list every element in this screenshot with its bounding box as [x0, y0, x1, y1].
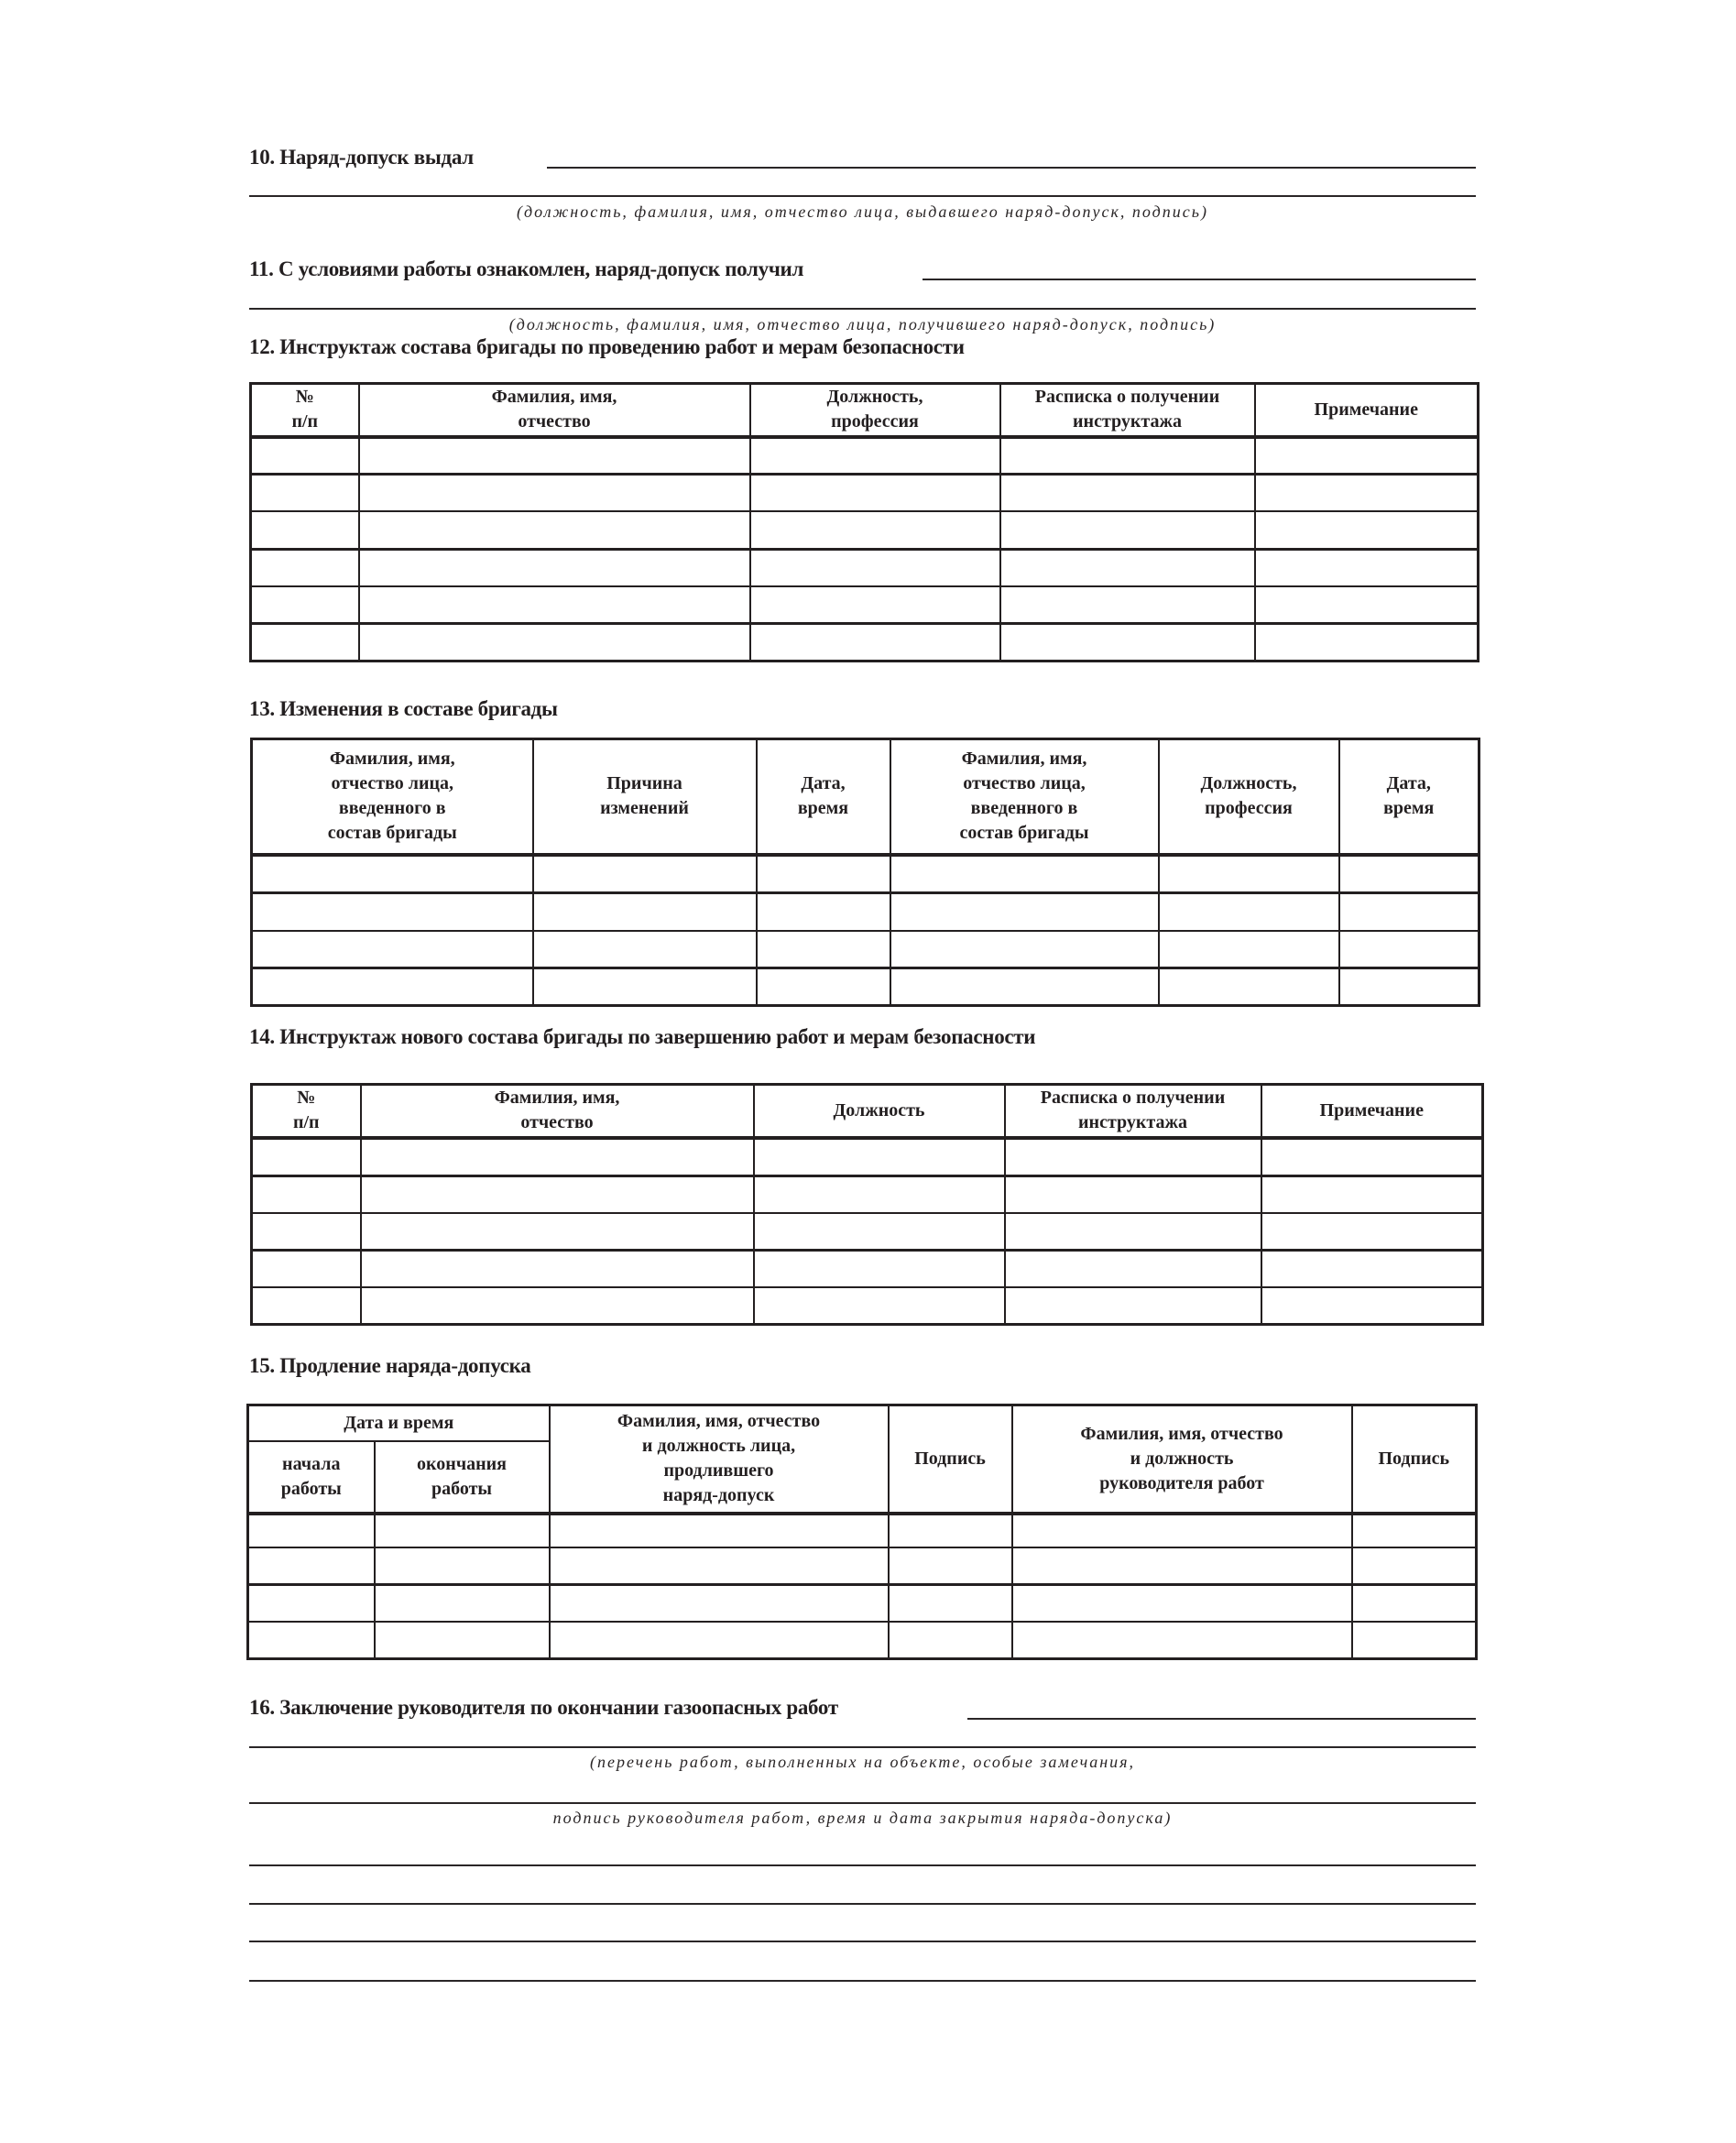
table-cell[interactable] [361, 1138, 754, 1176]
table-cell[interactable] [1000, 475, 1255, 511]
table-cell[interactable] [1339, 855, 1479, 893]
header-text-line: Дата, [1386, 773, 1431, 794]
table-cell[interactable] [889, 1622, 1012, 1659]
table-cell[interactable] [1000, 511, 1255, 550]
column-header [252, 1085, 361, 1138]
table-cell[interactable] [889, 1547, 1012, 1585]
column-header [361, 1085, 754, 1138]
table-cell[interactable] [533, 931, 757, 968]
header-signature-1 [889, 1405, 1012, 1514]
header-text-line: Фамилия, имя, отчество [1080, 1423, 1283, 1444]
section-16-input-line-2[interactable] [249, 1746, 1476, 1748]
table-cell[interactable] [1159, 931, 1339, 968]
table-row [252, 931, 1479, 968]
header-text-line: Фамилия, имя, [491, 387, 617, 408]
table-cell[interactable] [1261, 1176, 1483, 1213]
header-text-line: Примечание [1319, 1099, 1424, 1121]
column-header [1255, 384, 1479, 437]
table-cell[interactable] [1352, 1585, 1477, 1622]
section-11-input-line[interactable] [923, 279, 1476, 280]
header-text-line: Должность [833, 1099, 925, 1121]
column-header [359, 384, 750, 437]
table-row [251, 586, 1479, 624]
header-extender-name [550, 1405, 889, 1514]
section-16-input-line-3[interactable] [249, 1802, 1476, 1804]
table-cell[interactable] [252, 1213, 361, 1251]
header-text-line: отчество [520, 1112, 594, 1133]
table-cell[interactable] [550, 1514, 889, 1547]
table-cell[interactable] [757, 931, 890, 968]
table-cell[interactable] [252, 1176, 361, 1213]
table-cell[interactable] [248, 1585, 375, 1622]
table-cell[interactable] [1000, 586, 1255, 624]
table-cell[interactable] [375, 1514, 550, 1547]
header-text-line: Фамилия, имя, [494, 1088, 620, 1109]
section-16-input-line-5[interactable] [249, 1903, 1476, 1905]
header-start-work [248, 1441, 375, 1514]
header-text-line: инструктажа [1078, 1112, 1187, 1133]
table-cell[interactable] [252, 855, 533, 893]
header-text-line: введенного в [970, 798, 1078, 819]
table-row [252, 1287, 1483, 1325]
table-row [251, 475, 1479, 511]
table-cell[interactable] [754, 1176, 1005, 1213]
table-cell[interactable] [251, 550, 359, 586]
header-text-line: состав бригады [327, 823, 457, 844]
table-cell[interactable] [359, 586, 750, 624]
header-text-line: Подпись [914, 1448, 986, 1469]
column-header [757, 739, 890, 855]
table-cell[interactable] [890, 968, 1159, 1006]
table-row [252, 1138, 1483, 1176]
header-text-line: Фамилия, имя, отчество [617, 1411, 821, 1432]
header-text-line: Расписка о получении [1040, 1088, 1226, 1109]
table-cell[interactable] [361, 1251, 754, 1287]
table-row [252, 1251, 1483, 1287]
header-text-line: работы [280, 1478, 342, 1499]
table-cell[interactable] [251, 475, 359, 511]
table-cell[interactable] [1005, 1251, 1261, 1287]
section-16-input-line-7[interactable] [249, 1980, 1476, 1982]
header-text-line: отчество [518, 411, 591, 432]
header-supervisor-name [1012, 1405, 1352, 1514]
table-cell[interactable] [889, 1514, 1012, 1547]
header-text-line: Фамилия, имя, [329, 749, 455, 770]
section-12-label: 12. Инструктаж состава бригады по проведению работ и мерам безопасности [249, 335, 965, 358]
section-14-label: 14. Инструктаж нового состава бригады по завершению работ и мерам безопасности [249, 1025, 1036, 1048]
table-cell[interactable] [550, 1585, 889, 1622]
extension-table [246, 1404, 1478, 1660]
header-text-line: отчество лица, [331, 773, 454, 794]
header-text-line: Примечание [1314, 399, 1418, 420]
section-13-label: 13. Изменения в составе бригады [249, 697, 558, 720]
table-cell[interactable] [361, 1213, 754, 1251]
table-cell[interactable] [757, 855, 890, 893]
header-text-line: состав бригады [959, 823, 1089, 844]
table-row [251, 511, 1479, 550]
header-text-line: и должность [1130, 1448, 1234, 1469]
new-brigade-briefing-table [250, 1083, 1484, 1326]
table-cell[interactable] [251, 511, 359, 550]
header-text-line: отчество лица, [963, 773, 1086, 794]
header-end-work [375, 1441, 550, 1514]
section-16-input-line-4[interactable] [249, 1864, 1476, 1866]
header-text-line: изменений [600, 798, 689, 819]
header-text-line: № [295, 387, 314, 408]
table-cell[interactable] [1255, 511, 1479, 550]
table-cell[interactable] [1255, 475, 1479, 511]
section-16-label: 16. Заключение руководителя по окончании газоопасных работ [249, 1696, 838, 1719]
table-cell[interactable] [1339, 968, 1479, 1006]
table-cell[interactable] [1012, 1514, 1352, 1547]
table-cell[interactable] [1012, 1547, 1352, 1585]
table-row [252, 1213, 1483, 1251]
header-text-line: Фамилия, имя, [961, 749, 1087, 770]
table-row [248, 1622, 1477, 1659]
table-cell[interactable] [1339, 931, 1479, 968]
section-16-input-line-6[interactable] [249, 1941, 1476, 1942]
table-cell[interactable] [1005, 1176, 1261, 1213]
table-cell[interactable] [754, 1251, 1005, 1287]
table-cell[interactable] [750, 511, 1000, 550]
brigade-changes-table [250, 738, 1480, 1007]
table-cell[interactable] [1255, 437, 1479, 475]
section-16-caption-1: (перечень работ, выполненных на объекте, особые замечания, [589, 1753, 1136, 1771]
table-row [248, 1585, 1477, 1622]
header-text-line: начала [282, 1453, 341, 1474]
table-cell[interactable] [1261, 1138, 1483, 1176]
table-cell[interactable] [1255, 586, 1479, 624]
section-16-input-line[interactable] [967, 1718, 1476, 1720]
table-cell[interactable] [550, 1547, 889, 1585]
table-cell[interactable] [375, 1547, 550, 1585]
table-row [252, 855, 1479, 893]
table-cell[interactable] [754, 1287, 1005, 1325]
section-10-label: 10. Наряд-допуск выдал [249, 146, 474, 169]
table-row [251, 624, 1479, 661]
section-11-label: 11. С условиями работы ознакомлен, наряд-допуск получил [249, 257, 804, 280]
header-text-line: Подпись [1378, 1448, 1450, 1469]
table-cell[interactable] [533, 855, 757, 893]
header-text-line: Дата, [801, 773, 846, 794]
table-cell[interactable] [252, 931, 533, 968]
header-text-line: Расписка о получении [1034, 387, 1220, 408]
table-cell[interactable] [1255, 624, 1479, 661]
table-cell[interactable] [359, 437, 750, 475]
header-text-line: Причина [606, 773, 682, 794]
table-cell[interactable] [750, 624, 1000, 661]
section-10-input-line[interactable] [547, 167, 1476, 169]
column-header [1339, 739, 1479, 855]
table-cell[interactable] [750, 437, 1000, 475]
table-header-row [252, 739, 1479, 855]
table-cell[interactable] [1000, 624, 1255, 661]
table-cell[interactable] [889, 1585, 1012, 1622]
table-cell[interactable] [550, 1622, 889, 1659]
table-cell[interactable] [252, 1138, 361, 1176]
section-11-input-line-2[interactable] [249, 308, 1476, 310]
table-cell[interactable] [1339, 893, 1479, 931]
table-cell[interactable] [750, 550, 1000, 586]
table-cell[interactable] [359, 550, 750, 586]
header-text-line: п/п [291, 411, 319, 432]
section-10-caption: (должность, фамилия, имя, отчество лица, выдавшего наряд-допуск, подпись) [517, 202, 1208, 221]
table-header-row-1 [248, 1405, 1477, 1441]
column-header [1261, 1085, 1483, 1138]
table-cell[interactable] [750, 586, 1000, 624]
header-text-line: работы [431, 1478, 493, 1499]
table-cell[interactable] [248, 1514, 375, 1547]
column-header [533, 739, 757, 855]
header-text-line: Должность, [826, 387, 923, 408]
table-cell[interactable] [252, 968, 533, 1006]
table-cell[interactable] [1000, 437, 1255, 475]
column-header [1005, 1085, 1261, 1138]
table-cell[interactable] [1000, 550, 1255, 586]
table-cell[interactable] [1261, 1251, 1483, 1287]
table-cell[interactable] [1005, 1213, 1261, 1251]
table-cell[interactable] [890, 893, 1159, 931]
section-11-caption: (должность, фамилия, имя, отчество лица, получившего наряд-допуск, подпись) [508, 315, 1217, 333]
table-cell[interactable] [533, 893, 757, 931]
header-text-line: введенного в [338, 798, 446, 819]
header-text-line: и должность лица, [641, 1436, 796, 1457]
table-row [252, 1176, 1483, 1213]
header-text-line: руководителя работ [1099, 1472, 1264, 1493]
table-row [248, 1547, 1477, 1585]
table-row [251, 550, 1479, 586]
column-header [251, 384, 359, 437]
table-cell[interactable] [248, 1547, 375, 1585]
header-date-time: Дата и время [248, 1405, 550, 1441]
table-cell[interactable] [1012, 1622, 1352, 1659]
table-cell[interactable] [754, 1213, 1005, 1251]
table-cell[interactable] [252, 893, 533, 931]
table-cell[interactable] [1159, 855, 1339, 893]
header-text-line: окончания [417, 1453, 507, 1474]
column-header [1159, 739, 1339, 855]
table-cell[interactable] [757, 968, 890, 1006]
table-cell[interactable] [1005, 1287, 1261, 1325]
table-cell[interactable] [750, 475, 1000, 511]
briefing-table [249, 382, 1479, 662]
header-text-line: время [1383, 798, 1435, 819]
table-cell[interactable] [533, 968, 757, 1006]
table-header-row [251, 384, 1479, 437]
header-text-line: профессия [1205, 798, 1293, 819]
table-cell[interactable] [251, 624, 359, 661]
table-cell[interactable] [1352, 1514, 1477, 1547]
header-signature-2 [1352, 1405, 1477, 1514]
table-cell[interactable] [361, 1287, 754, 1325]
table-cell[interactable] [1005, 1138, 1261, 1176]
column-header [252, 739, 533, 855]
table-cell[interactable] [1159, 968, 1339, 1006]
table-cell[interactable] [251, 437, 359, 475]
column-header [754, 1085, 1005, 1138]
table-cell[interactable] [1352, 1622, 1477, 1659]
header-text-line: профессия [831, 411, 919, 432]
table-cell[interactable] [361, 1176, 754, 1213]
table-header-row [252, 1085, 1483, 1138]
table-row [248, 1514, 1477, 1547]
table-cell[interactable] [375, 1622, 550, 1659]
table-cell[interactable] [359, 511, 750, 550]
table-cell[interactable] [754, 1138, 1005, 1176]
table-cell[interactable] [1255, 550, 1479, 586]
table-cell[interactable] [359, 624, 750, 661]
header-text-line: время [797, 798, 849, 819]
table-cell[interactable] [1261, 1213, 1483, 1251]
table-cell[interactable] [1159, 893, 1339, 931]
table-cell[interactable] [252, 1287, 361, 1325]
section-15-label: 15. Продление наряда-допуска [249, 1354, 531, 1377]
table-cell[interactable] [757, 893, 890, 931]
column-header [1000, 384, 1255, 437]
table-row [252, 893, 1479, 931]
table-cell[interactable] [1261, 1287, 1483, 1325]
column-header [750, 384, 1000, 437]
header-text-line: наряд-допуск [662, 1485, 775, 1506]
table-cell[interactable] [890, 931, 1159, 968]
header-text-line: Должность, [1200, 773, 1297, 794]
header-text-line: инструктажа [1073, 411, 1182, 432]
table-cell[interactable] [890, 855, 1159, 893]
table-row [252, 968, 1479, 1006]
section-10-input-line-2[interactable] [249, 195, 1476, 197]
column-header [890, 739, 1159, 855]
table-cell[interactable] [375, 1585, 550, 1622]
section-16-caption-2: подпись руководителя работ, время и дата закрытия наряда-допуска) [552, 1809, 1173, 1827]
table-cell[interactable] [1012, 1585, 1352, 1622]
table-cell[interactable] [248, 1622, 375, 1659]
header-text-line: продлившего [663, 1460, 774, 1482]
table-cell[interactable] [359, 475, 750, 511]
table-cell[interactable] [1352, 1547, 1477, 1585]
table-row [251, 437, 1479, 475]
header-text-line: № [297, 1088, 316, 1109]
header-text-line: п/п [292, 1112, 320, 1133]
table-cell[interactable] [252, 1251, 361, 1287]
table-cell[interactable] [251, 586, 359, 624]
